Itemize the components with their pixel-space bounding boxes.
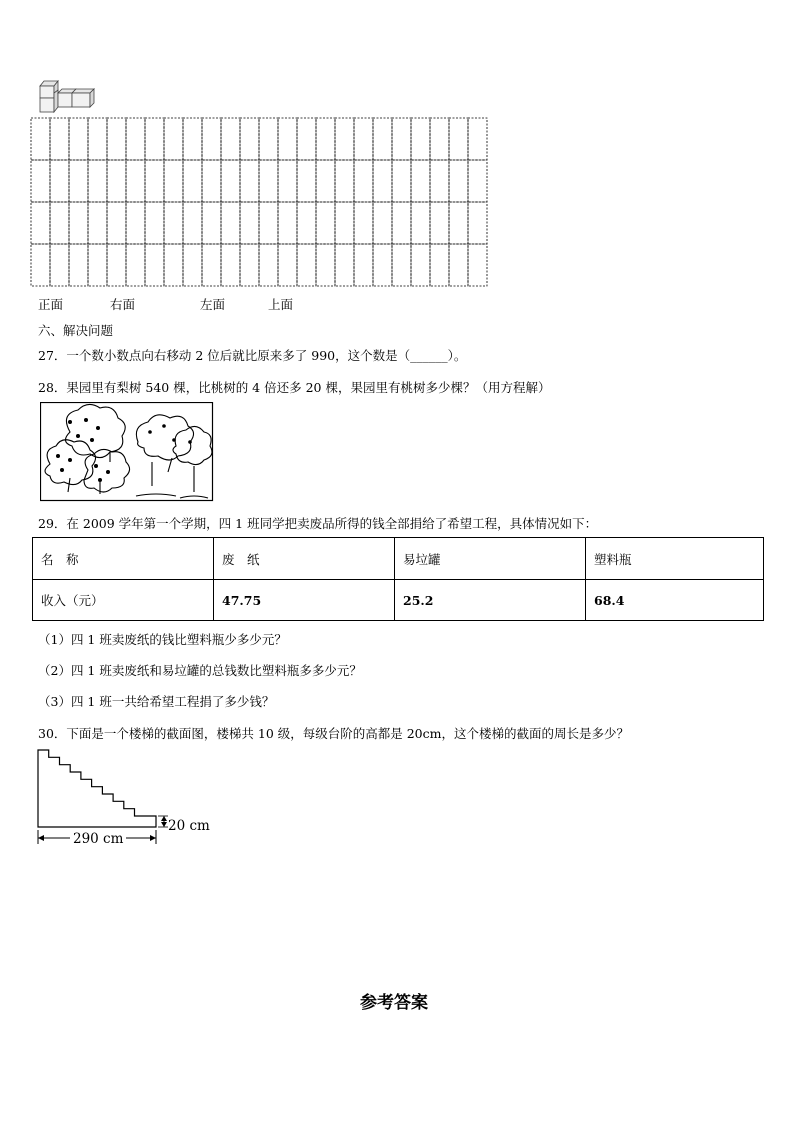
grid-cell (354, 244, 373, 286)
grid-cell (50, 244, 69, 286)
grid-cell (107, 118, 126, 160)
grid-cell (145, 118, 164, 160)
grid-cell (430, 244, 449, 286)
grid-cell (392, 202, 411, 244)
grid-cell (449, 160, 468, 202)
staircase-outline (38, 750, 156, 827)
grid-cell (31, 244, 50, 286)
table-row (33, 580, 764, 621)
grid-cell (69, 118, 88, 160)
grid-cell (202, 202, 221, 244)
staircase-diagram (30, 748, 230, 852)
grid-cell (164, 118, 183, 160)
grid-cell (259, 160, 278, 202)
grid-cell (164, 244, 183, 286)
grid-cell (240, 244, 259, 286)
grid-cell (297, 244, 316, 286)
grid-cell (126, 118, 145, 160)
question-29-part-2: （2）四 1 班卖废纸和易垃罐的总钱数比塑料瓶多多少元？ (38, 663, 362, 678)
grid-cell (373, 202, 392, 244)
grid-cell (297, 160, 316, 202)
grid-cell (31, 118, 50, 160)
grid-cell (50, 202, 69, 244)
grid-cell (126, 202, 145, 244)
grid-cell (297, 202, 316, 244)
grid-cell (468, 202, 487, 244)
grid-cell (107, 160, 126, 202)
answer-title: 参考答案 (360, 993, 428, 1013)
grid-cell (221, 160, 240, 202)
grid-cell (430, 160, 449, 202)
grid-cell (335, 118, 354, 160)
grid-cell (126, 160, 145, 202)
grid-cell (145, 244, 164, 286)
grid-cell (259, 202, 278, 244)
table-cell: 68.4 (586, 580, 764, 621)
grid-cell (183, 244, 202, 286)
table-cell: 25.2 (395, 580, 586, 621)
grid-cell (278, 118, 297, 160)
grid-cell (316, 244, 335, 286)
grid-cell (259, 244, 278, 286)
view-label-right: 右面 (110, 297, 136, 312)
question-29-part-3: （3）四 1 班一共给希望工程捐了多少钱？ (38, 694, 275, 709)
grid-cell (183, 118, 202, 160)
grid-cell (468, 244, 487, 286)
grid-cell (278, 244, 297, 286)
question-27: 27．一个数小数点向右移动 2 位后就比原来多了 990，这个数是（______）。 (38, 348, 467, 363)
view-label-top: 上面 (268, 297, 294, 312)
cube-figure-icon (38, 78, 100, 118)
grid-cell (107, 202, 126, 244)
table-header-cell: 废 纸 (214, 538, 395, 580)
grid-cell (183, 160, 202, 202)
grid-cell (69, 160, 88, 202)
grid-cell (31, 160, 50, 202)
grid-cell (88, 244, 107, 286)
grid-cell (430, 202, 449, 244)
grid-cell (240, 202, 259, 244)
table-header-cell: 易垃罐 (395, 538, 586, 580)
grid-cell (69, 202, 88, 244)
grid-cell (221, 244, 240, 286)
drawing-grid (30, 117, 488, 287)
table-header-row (33, 538, 764, 580)
view-label-left: 左面 (200, 297, 226, 312)
question-29: 29．在 2009 学年第一个学期，四 1 班同学把卖废品所得的钱全部捐给了希望工程，具体情况如下： (38, 516, 598, 531)
grid-cell (183, 202, 202, 244)
grid-cell (411, 118, 430, 160)
table-header-cell: 名 称 (33, 538, 214, 580)
grid-cell (240, 160, 259, 202)
grid-cell (259, 118, 278, 160)
grid-cell (316, 160, 335, 202)
table-header-cell: 塑料瓶 (586, 538, 764, 580)
width-label: 290 cm (73, 831, 124, 847)
grid-cell (221, 202, 240, 244)
grid-cell (449, 118, 468, 160)
grid-cell (107, 244, 126, 286)
grid-cell (354, 160, 373, 202)
grid-cell (316, 202, 335, 244)
grid-cell (335, 160, 354, 202)
grid-cell (88, 160, 107, 202)
table-cell: 收入（元） (33, 580, 214, 621)
view-label-front: 正面 (38, 297, 64, 312)
grid-cell (88, 202, 107, 244)
grid-cell (145, 202, 164, 244)
grid-cell (69, 244, 88, 286)
question-28: 28．果园里有梨树 540 棵，比桃树的 4 倍还多 20 棵，果园里有桃树多少棵？（用方程解） (38, 380, 551, 395)
grid-cell (411, 244, 430, 286)
grid-cell (354, 202, 373, 244)
grid-cell (392, 118, 411, 160)
grid-cell (373, 160, 392, 202)
grid-cell (126, 244, 145, 286)
table-cell: 47.75 (214, 580, 395, 621)
grid-cell (411, 202, 430, 244)
grid-cell (411, 160, 430, 202)
grid-cell (392, 160, 411, 202)
grid-cell (430, 118, 449, 160)
grid-cell (468, 118, 487, 160)
section-title: 六、解决问题 (38, 323, 114, 338)
grid-cell (221, 118, 240, 160)
grid-cell (335, 202, 354, 244)
grid-cell (164, 160, 183, 202)
grid-cell (202, 160, 221, 202)
question-30: 30．下面是一个楼梯的截面图，楼梯共 10 级，每级台阶的高都是 20cm，这个楼梯的截面的周长是多少？ (38, 726, 629, 741)
grid-cell (373, 244, 392, 286)
grid-cell (278, 202, 297, 244)
grid-cell (50, 118, 69, 160)
grid-cell (145, 160, 164, 202)
grid-cell (164, 202, 183, 244)
grid-cell (335, 244, 354, 286)
grid-cell (31, 202, 50, 244)
height-label: 20 cm (168, 818, 210, 834)
orchard-trees-icon (40, 402, 214, 502)
question-29-part-1: （1）四 1 班卖废纸的钱比塑料瓶少多少元？ (38, 632, 287, 647)
grid-cell (373, 118, 392, 160)
grid-cell (354, 118, 373, 160)
grid-cell (278, 160, 297, 202)
grid-cell (88, 118, 107, 160)
grid-cell (449, 244, 468, 286)
grid-cell (468, 160, 487, 202)
grid-cell (202, 244, 221, 286)
grid-cell (202, 118, 221, 160)
grid-cell (297, 118, 316, 160)
income-table (32, 537, 764, 621)
grid-cell (392, 244, 411, 286)
grid-cell (449, 202, 468, 244)
grid-cell (50, 160, 69, 202)
grid-cell (240, 118, 259, 160)
grid-cell (316, 118, 335, 160)
